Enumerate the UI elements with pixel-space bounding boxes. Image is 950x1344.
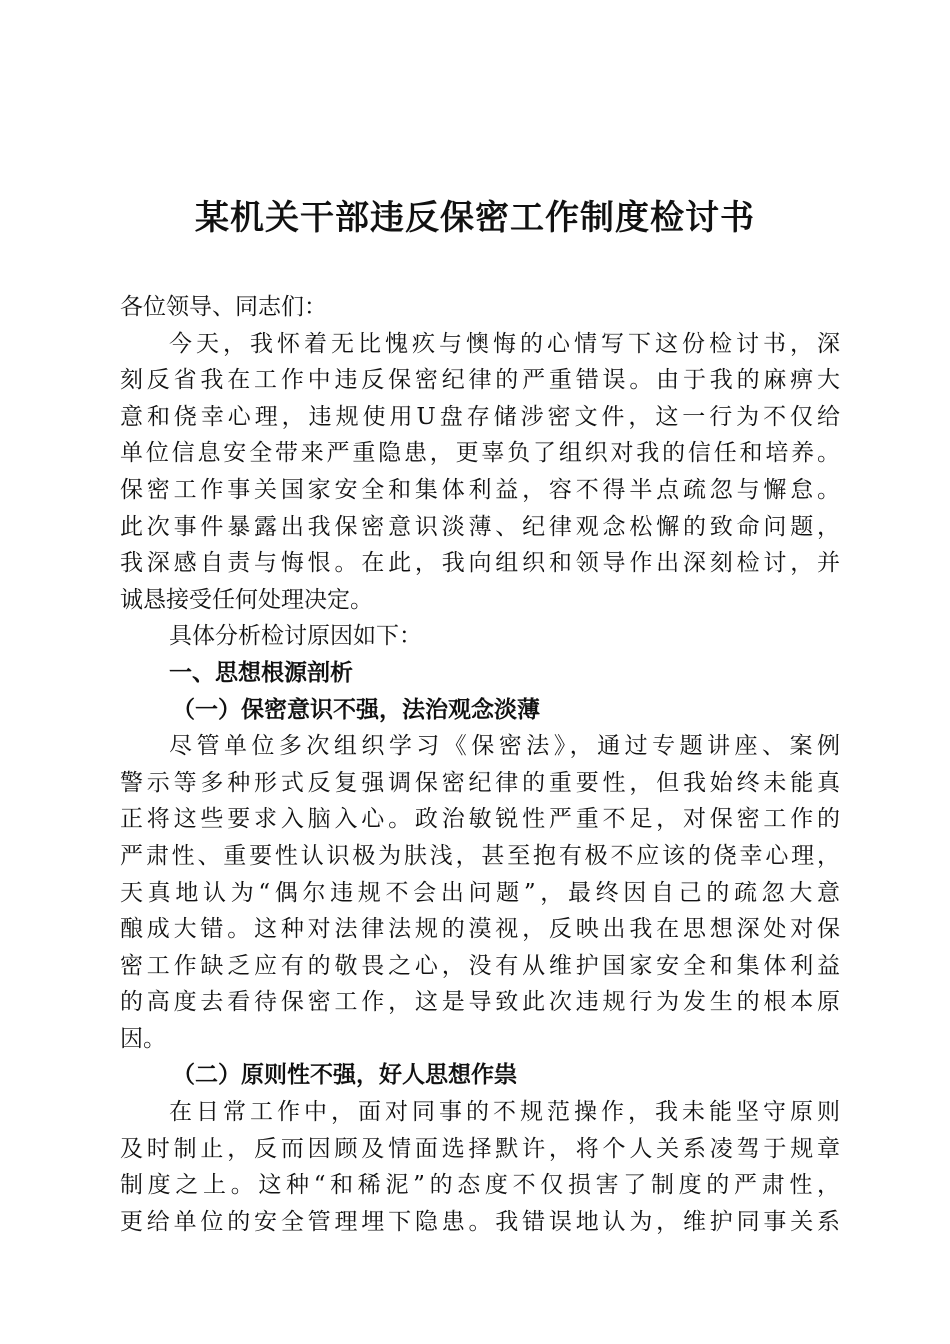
paragraph-line: 及时制止，反而因顾及情面选择默许，将个人关系凌驾于规章: [120, 1135, 840, 1162]
paragraph-line: 密工作缺乏应有的敬畏之心，没有从维护国家安全和集体利益: [120, 952, 840, 979]
paragraph-line: 此次事件暴露出我保密意识淡薄、纪律观念松懈的致命问题，: [120, 513, 840, 540]
paragraph-line: 今天，我怀着无比愧疚与懊悔的心情写下这份检讨书，深: [169, 330, 840, 357]
paragraph-line: 因。: [120, 1025, 166, 1052]
paragraph-line: 制度之上。这种“和稀泥”的态度不仅损害了制度的严肃性，: [120, 1172, 840, 1199]
paragraph-line: 刻反省我在工作中违反保密纪律的严重错误。由于我的麻痹大: [120, 367, 840, 394]
salutation: 各位领导、同志们：: [120, 294, 327, 320]
paragraph-line: 正将这些要求入脑入心。政治敏锐性严重不足，对保密工作的: [120, 806, 840, 833]
document-body: [120, 289, 840, 1240]
paragraph-line: 尽管单位多次组织学习《保密法》，通过专题讲座、案例: [169, 733, 840, 760]
paragraph-line: 更给单位的安全管理埋下隐患。我错误地认为，维护同事关系: [120, 1208, 840, 1235]
paragraph-line: 酿成大错。这种对法律法规的漠视，反映出我在思想深处对保: [120, 916, 840, 943]
paragraph-line: 诚恳接受任何处理决定。: [120, 586, 373, 613]
paragraph-line: 单位信息安全带来严重隐患，更辜负了组织对我的信任和培养。: [120, 440, 840, 467]
paragraph-line: 在日常工作中，面对同事的不规范操作，我未能坚守原则: [169, 1099, 840, 1126]
paragraph-line: 保密工作事关国家安全和集体利益，容不得半点疏忽与懈怠。: [120, 476, 840, 503]
paragraph-line: 我深感自责与悔恨。在此，我向组织和领导作出深刻检讨，并: [120, 550, 840, 577]
paragraph-line: 天真地认为“偶尔违规不会出问题”，最终因自己的疏忽大意: [120, 879, 840, 906]
document-title: 某机关干部违反保密工作制度检讨书: [195, 198, 755, 238]
paragraph-line: 警示等多种形式反复强调保密纪律的重要性，但我始终未能真: [120, 769, 840, 796]
paragraph-line: 意和侥幸心理，违规使用U盘存储涉密文件，这一行为不仅给: [120, 403, 840, 430]
section-heading: 一、思想根源剖析: [169, 658, 353, 686]
paragraph-line: 的高度去看待保密工作，这是导致此次违规行为发生的根本原: [120, 989, 840, 1016]
subsection-heading: （一）保密意识不强，法治观念淡薄: [172, 695, 540, 723]
paragraph-line: 具体分析检讨原因如下：: [169, 623, 422, 650]
paragraph-line: 严肃性、重要性认识极为肤浅，甚至抱有极不应该的侥幸心理，: [120, 842, 840, 869]
subsection-heading: （二）原则性不强，好人思想作祟: [172, 1061, 517, 1089]
